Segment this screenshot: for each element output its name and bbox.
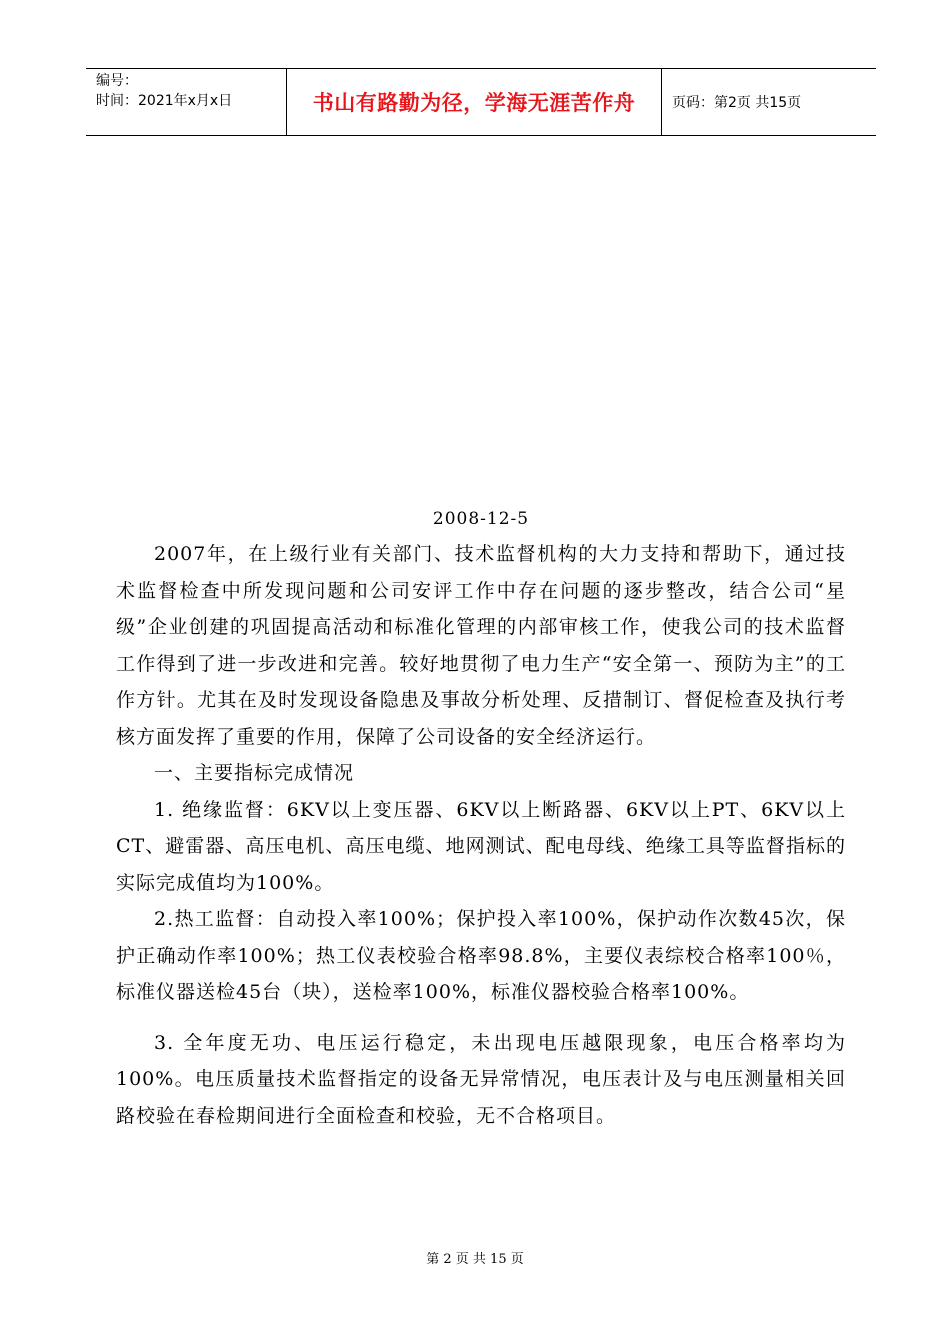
header-page-cell: [662, 69, 876, 135]
page-number-label: 页码：第2页 共15页: [672, 95, 802, 111]
document-date: 2008-12-5: [432, 509, 530, 529]
motto-text: 书山有路勤为径，学海无涯苦作舟: [312, 91, 636, 115]
time-label: 时间：2021年x月x日: [96, 93, 233, 109]
paragraph-insulation: 1. 绝缘监督：6KV以上变压器、6KV以上断路器、6KV以上PT、6KV以上CT、避雷器、高压电机、高压电缆、地网测试、配电母线、绝缘工具等监督指标的实际完成值均为100%。: [116, 798, 846, 894]
header-motto-cell: [287, 69, 662, 135]
header-table: [86, 68, 876, 136]
header-info-cell: [86, 69, 287, 135]
serial-number-label: 编号：: [96, 73, 138, 89]
paragraph-thermal: 2.热工监督：自动投入率100%；保护投入率100%，保护动作次数45次，保护正确动作率100%；热工仪表校验合格率98.8%，主要仪表综校合格率100％，标准仪器送检45台（块），送检率100%，标准仪器校验合格率100%。: [116, 908, 846, 1003]
paragraph-voltage: 3. 全年度无功、电压运行稳定，未出现电压越限现象，电压合格率均为100%。电压质量技术监督指定的设备无异常情况，电压表计及与电压测量相关回路校验在春检期间进行全面检查和校验，无不合格项目。: [116, 1031, 846, 1127]
paragraph-intro: 2007年，在上级行业有关部门、技术监督机构的大力支持和帮助下，通过技术监督检查中所发现问题和公司安评工作中存在问题的逐步整改，结合公司“星级”企业创建的巩固提高活动和标准化管理的内部审核工作，使我公司的技术监督工作得到了进一步改进和完善。较好地贯彻了电力生产“安全第一、预防为主”的工作方针。尤其在及时发现设备隐患及事故分析处理、反措制订、督促检查及执行考核方面发挥了重要的作用，保障了公司设备的安全经济运行。: [116, 543, 846, 748]
page-footer: 第 2 页 共 15 页: [426, 1252, 524, 1267]
section-heading: 一、主要指标完成情况: [154, 762, 355, 784]
document-body: [116, 508, 846, 1134]
